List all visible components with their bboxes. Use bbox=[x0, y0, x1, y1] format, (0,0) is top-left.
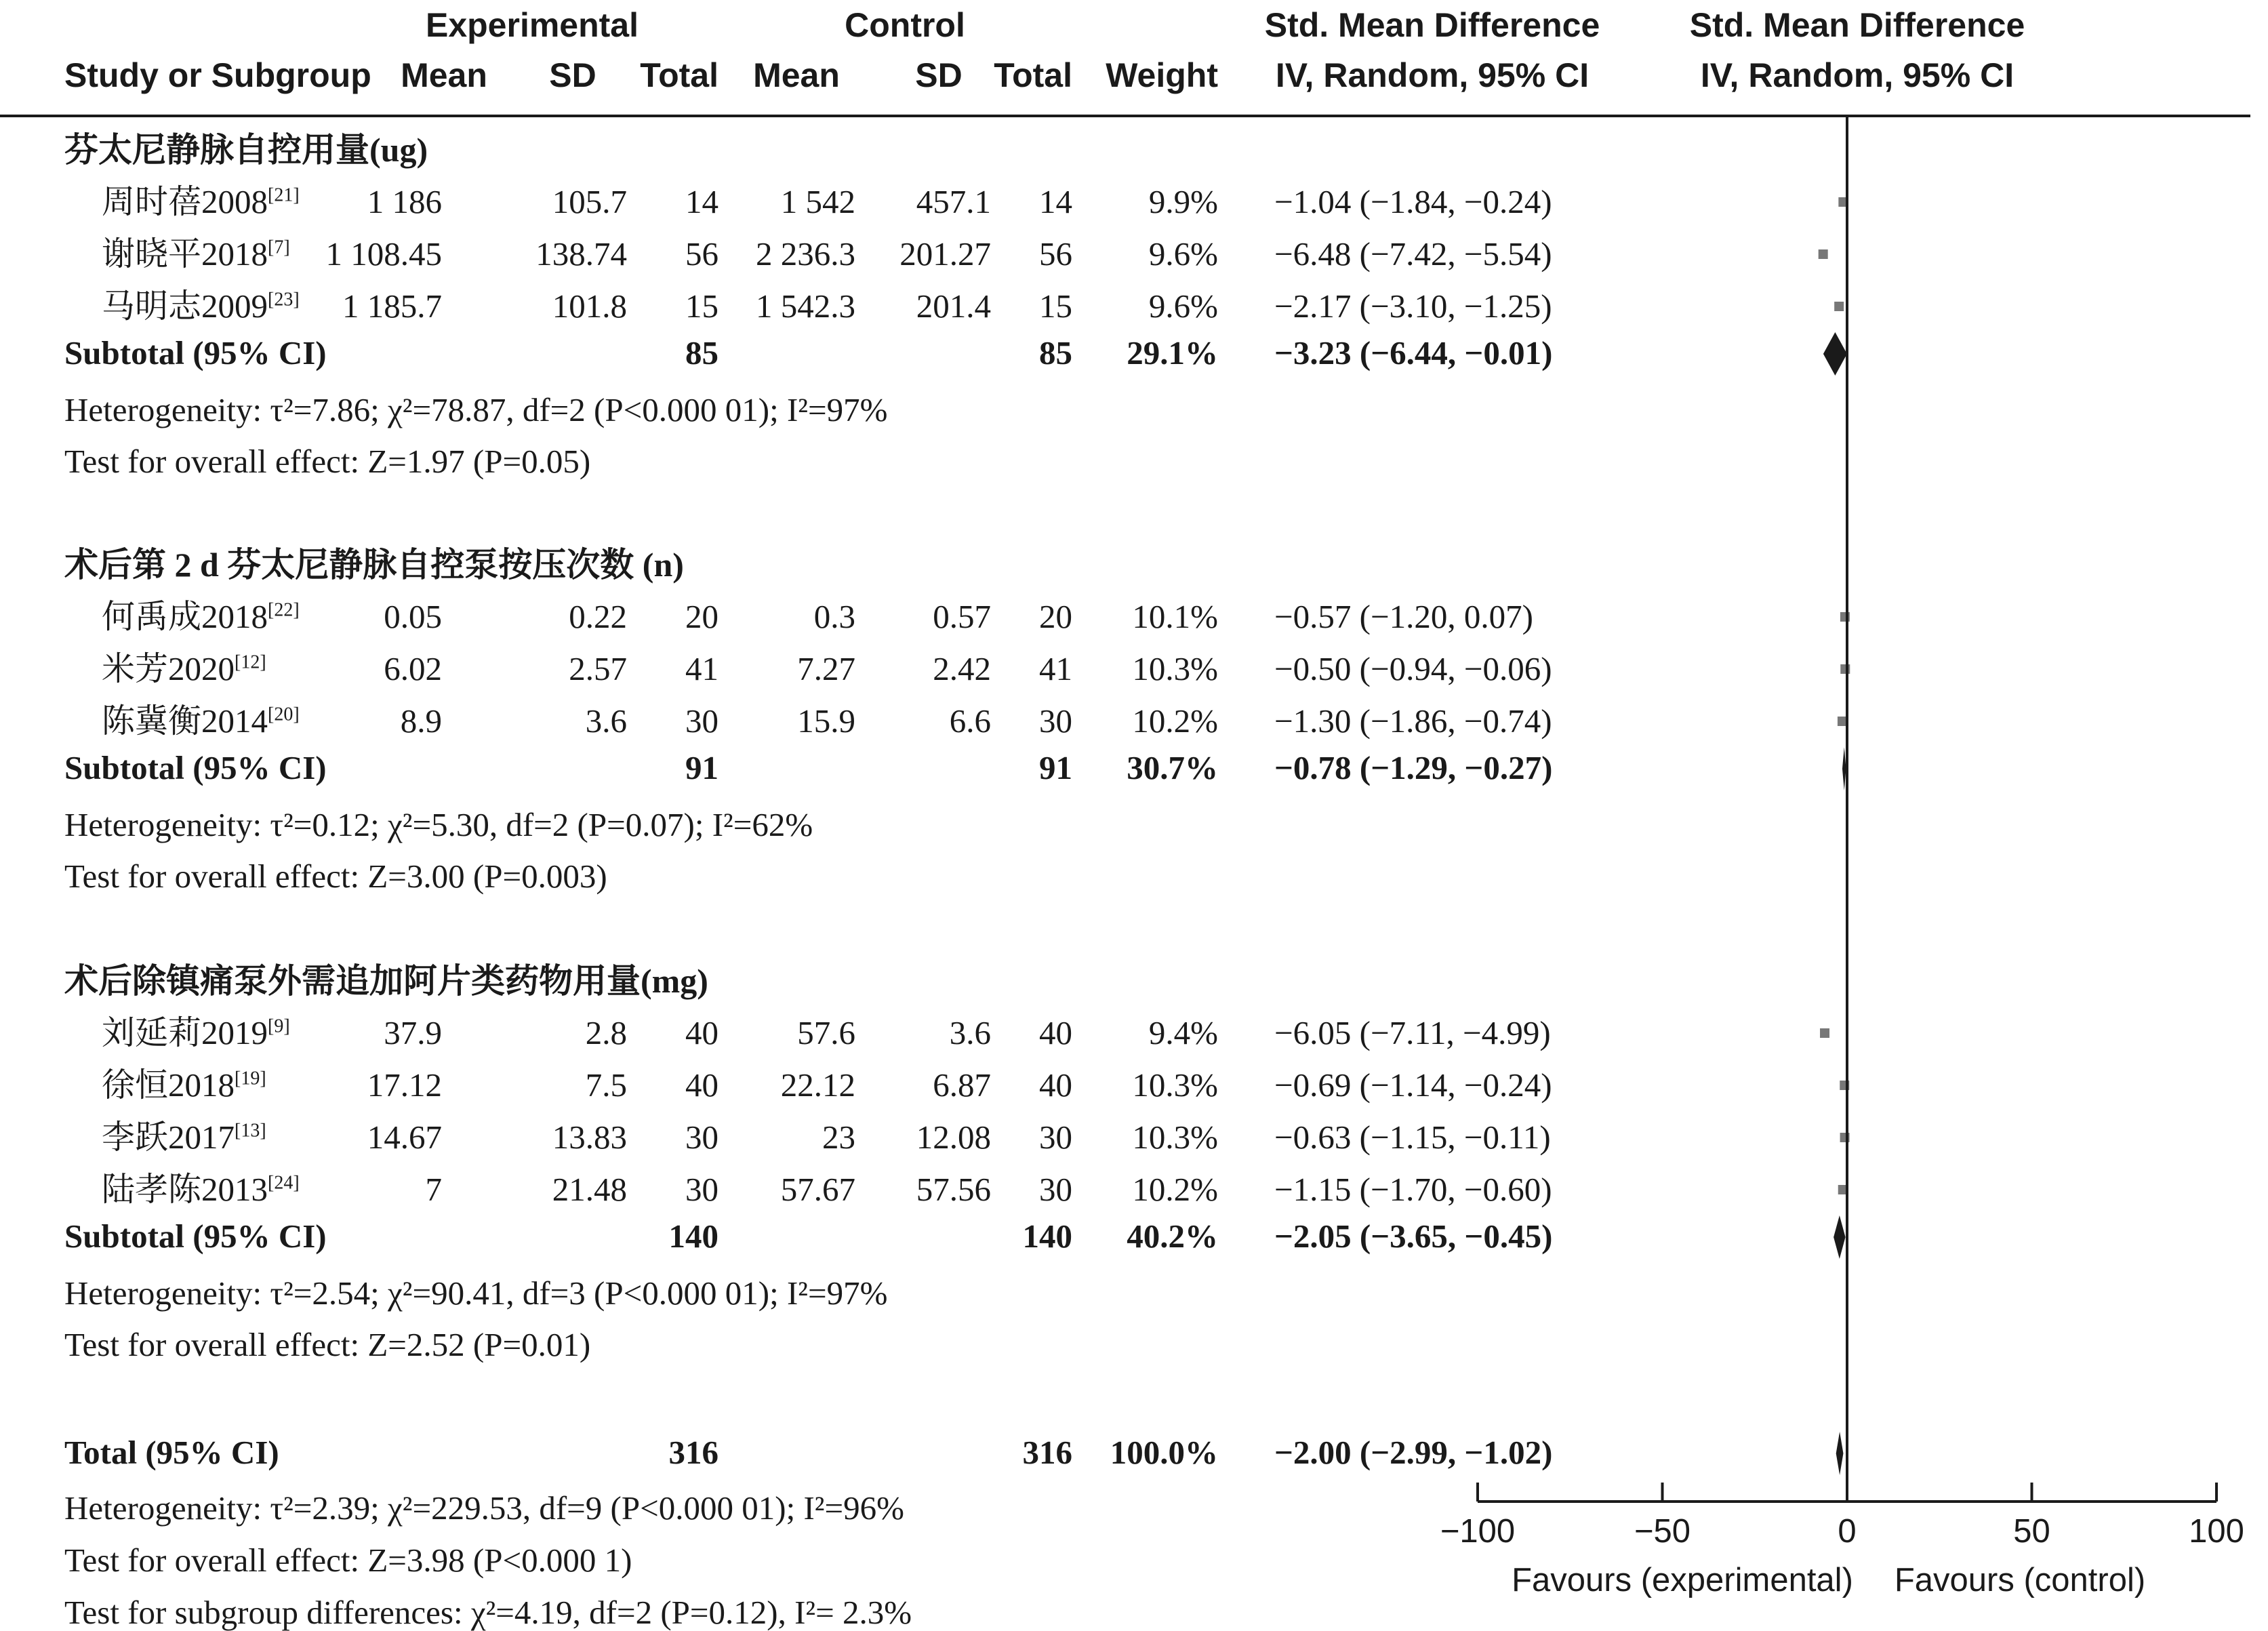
g3-study-2-c-total: 40 bbox=[1039, 1068, 1072, 1102]
g2-study-3-weight: 10.2% bbox=[1132, 704, 1218, 738]
g2-study-2-c-mean: 7.27 bbox=[797, 652, 855, 685]
g2-study-1-e-sd: 0.22 bbox=[569, 600, 627, 633]
g3-study-3-c-sd: 12.08 bbox=[916, 1121, 991, 1154]
study-reference: [21] bbox=[268, 185, 300, 206]
g3-overall-effect: Test for overall effect: Z=2.52 (P=0.01) bbox=[64, 1328, 590, 1361]
header-effect-sub: IV, Random, 95% CI bbox=[1161, 58, 1703, 92]
study-label: 马明志2009 bbox=[102, 287, 268, 325]
total-heterogeneity: Heterogeneity: τ²=2.39; χ²=229.53, df=9 (P<0.000 01); I²=96% bbox=[64, 1491, 904, 1525]
g2-study-1-c-total: 20 bbox=[1039, 600, 1072, 633]
study-label: 陈冀衡2014 bbox=[102, 702, 268, 740]
g1-study-2-ci: −6.48 (−7.42, −5.54) bbox=[1274, 237, 1552, 270]
g1-study-1-e-mean: 1 186 bbox=[367, 185, 442, 218]
g1-study-3-e-sd: 101.8 bbox=[552, 289, 627, 323]
g1-study-1-e-sd: 105.7 bbox=[552, 185, 627, 218]
g2-study-1-ci: −0.57 (−1.20, 0.07) bbox=[1274, 600, 1533, 633]
g1-subtotal-diamond bbox=[1823, 332, 1847, 376]
g2-study-2-c-total: 41 bbox=[1039, 652, 1072, 685]
study-label: 谢晓平2018 bbox=[102, 235, 268, 273]
x-tick-label-4: 50 bbox=[1761, 1515, 2268, 1548]
favours-control: Favours (control) bbox=[1749, 1564, 2268, 1597]
g3-study-2-c-mean: 22.12 bbox=[781, 1068, 855, 1102]
header-plot-col: Std. Mean Difference bbox=[1586, 8, 2128, 42]
g2-study-2-c-sd: 2.42 bbox=[933, 652, 991, 685]
g1-study-1-ci: −1.04 (−1.84, −0.24) bbox=[1274, 185, 1552, 218]
g2-study-3-c-mean: 15.9 bbox=[797, 704, 855, 738]
g2-study-3-e-total: 30 bbox=[685, 704, 718, 738]
g1-study-1-c-mean: 1 542 bbox=[781, 185, 855, 218]
g3-study-2-ci: −0.69 (−1.14, −0.24) bbox=[1274, 1068, 1552, 1102]
g2-study-1-e-mean: 0.05 bbox=[384, 600, 442, 633]
g1-subtotal-e-total: 85 bbox=[685, 336, 718, 369]
g1-study-2-e-mean: 1 108.45 bbox=[326, 237, 443, 270]
g1-subtotal-weight: 29.1% bbox=[1127, 336, 1218, 369]
total-overall-effect: Test for overall effect: Z=3.98 (P<0.000 1) bbox=[64, 1544, 632, 1577]
header-e-total: Total bbox=[640, 58, 718, 92]
header-experimental: Experimental bbox=[261, 8, 803, 42]
study-reference: [24] bbox=[268, 1173, 300, 1194]
g3-study-1-name bbox=[102, 1016, 290, 1049]
g3-subtotal-e-total: 140 bbox=[669, 1220, 719, 1253]
g1-subtotal-ci: −3.23 (−6.44, −0.01) bbox=[1274, 336, 1552, 369]
g1-study-3-c-sd: 201.4 bbox=[916, 289, 991, 323]
header-e-sd: SD bbox=[302, 58, 844, 92]
study-reference: [20] bbox=[268, 704, 300, 725]
study-label: 李跃2017 bbox=[102, 1119, 235, 1156]
total-label: Total (95% CI) bbox=[64, 1436, 279, 1469]
g1-heterogeneity: Heterogeneity: τ²=7.86; χ²=78.87, df=2 (P<0.000 01); I²=97% bbox=[64, 393, 887, 426]
g3-study-2-e-total: 40 bbox=[685, 1068, 718, 1102]
study-reference: [19] bbox=[235, 1068, 266, 1089]
g3-subtotal-ci: −2.05 (−3.65, −0.45) bbox=[1274, 1220, 1552, 1253]
g3-subtotal-c-total: 140 bbox=[1023, 1220, 1073, 1253]
g3-study-2-weight: 10.3% bbox=[1132, 1068, 1218, 1102]
g3-study-1-c-sd: 3.6 bbox=[950, 1016, 991, 1049]
g1-study-2-marker bbox=[1819, 249, 1828, 259]
g2-study-2-e-total: 41 bbox=[685, 652, 718, 685]
g3-study-1-e-sd: 2.8 bbox=[586, 1016, 627, 1049]
g3-heterogeneity: Heterogeneity: τ²=2.54; χ²=90.41, df=3 (P<0.000 01); I²=97% bbox=[64, 1276, 887, 1310]
total-c-total: 316 bbox=[1023, 1436, 1073, 1469]
g1-study-3-c-mean: 1 542.3 bbox=[756, 289, 855, 323]
g2-subtotal-diamond bbox=[1842, 747, 1846, 790]
g1-study-1-c-total: 14 bbox=[1039, 185, 1072, 218]
g2-study-3-e-mean: 8.9 bbox=[401, 704, 442, 738]
g3-subtotal-label: Subtotal (95% CI) bbox=[64, 1220, 327, 1253]
x-tick-label-1: −100 bbox=[1207, 1515, 1749, 1548]
g1-study-2-c-mean: 2 236.3 bbox=[756, 237, 855, 270]
g1-study-3-e-mean: 1 185.7 bbox=[342, 289, 442, 323]
g1-study-1-e-total: 14 bbox=[685, 185, 718, 218]
g1-subtotal-label: Subtotal (95% CI) bbox=[64, 336, 327, 369]
g2-subtotal-c-total: 91 bbox=[1039, 751, 1072, 784]
g3-study-4-e-sd: 21.48 bbox=[552, 1173, 627, 1206]
g2-study-2-e-sd: 2.57 bbox=[569, 652, 627, 685]
g1-overall-effect: Test for overall effect: Z=1.97 (P=0.05) bbox=[64, 445, 590, 478]
g3-study-1-c-total: 40 bbox=[1039, 1016, 1072, 1049]
header-study: Study or Subgroup bbox=[64, 58, 371, 92]
g2-study-1-c-sd: 0.57 bbox=[933, 600, 991, 633]
x-tick-label-3: 0 bbox=[1576, 1515, 2118, 1548]
g2-subtotal-ci: −0.78 (−1.29, −0.27) bbox=[1274, 751, 1552, 784]
study-label: 刘延莉2019 bbox=[102, 1014, 268, 1051]
study-label: 周时蓓2008 bbox=[102, 183, 268, 220]
study-label: 陆孝陈2013 bbox=[102, 1171, 268, 1208]
g2-subtotal-e-total: 91 bbox=[685, 751, 718, 784]
g2-study-3-c-total: 30 bbox=[1039, 704, 1072, 738]
study-reference: [23] bbox=[268, 289, 300, 310]
g3-study-4-e-mean: 7 bbox=[426, 1173, 443, 1206]
g2-study-2-weight: 10.3% bbox=[1132, 652, 1218, 685]
study-reference: [7] bbox=[268, 237, 290, 258]
g1-study-2-e-sd: 138.74 bbox=[535, 237, 627, 270]
header-effect-col: Std. Mean Difference bbox=[1161, 8, 1703, 42]
g3-study-4-name bbox=[102, 1173, 300, 1206]
g1-study-3-marker bbox=[1834, 302, 1844, 311]
g3-study-3-e-mean: 14.67 bbox=[367, 1121, 442, 1154]
total-ci: −2.00 (−2.99, −1.02) bbox=[1274, 1436, 1552, 1469]
g2-study-3-marker bbox=[1838, 717, 1847, 726]
header-c-total: Total bbox=[994, 58, 1072, 92]
g2-study-1-name bbox=[102, 600, 300, 633]
study-reference: [22] bbox=[268, 600, 300, 621]
g3-study-3-e-total: 30 bbox=[685, 1121, 718, 1154]
header-control: Control bbox=[634, 8, 1176, 42]
g1-study-2-c-total: 56 bbox=[1039, 237, 1072, 270]
g1-study-1-name bbox=[102, 185, 300, 218]
g3-study-3-c-mean: 23 bbox=[822, 1121, 855, 1154]
header-plot-sub: IV, Random, 95% CI bbox=[1586, 58, 2128, 92]
g2-study-1-c-mean: 0.3 bbox=[814, 600, 855, 633]
x-tick-label-2: −50 bbox=[1392, 1515, 1934, 1548]
g1-study-3-ci: −2.17 (−3.10, −1.25) bbox=[1274, 289, 1552, 323]
study-reference: [12] bbox=[235, 652, 266, 673]
total-weight: 100.0% bbox=[1110, 1436, 1218, 1469]
g2-subtotal-weight: 30.7% bbox=[1127, 751, 1218, 784]
group-title-2: 术后第 2 d 芬太尼静脉自控泵按压次数 (n) bbox=[64, 548, 684, 582]
g3-study-1-marker bbox=[1820, 1028, 1829, 1038]
study-reference: [9] bbox=[268, 1016, 290, 1037]
g3-study-4-weight: 10.2% bbox=[1132, 1173, 1218, 1206]
x-tick-label-5: 100 bbox=[1945, 1515, 2268, 1548]
g2-heterogeneity: Heterogeneity: τ²=0.12; χ²=5.30, df=2 (P=0.07); I²=62% bbox=[64, 808, 813, 841]
g2-study-2-marker bbox=[1840, 664, 1850, 674]
g3-study-1-e-mean: 37.9 bbox=[384, 1016, 442, 1049]
total-e-total: 316 bbox=[669, 1436, 719, 1469]
g1-study-2-c-sd: 201.27 bbox=[899, 237, 991, 270]
header-c-sd: SD bbox=[668, 58, 1210, 92]
g2-subtotal-label: Subtotal (95% CI) bbox=[64, 751, 327, 784]
g1-study-1-c-sd: 457.1 bbox=[916, 185, 991, 218]
g2-study-3-c-sd: 6.6 bbox=[950, 704, 991, 738]
favours-experimental: Favours (experimental) bbox=[1411, 1564, 1953, 1597]
g3-study-1-e-total: 40 bbox=[685, 1016, 718, 1049]
g2-overall-effect: Test for overall effect: Z=3.00 (P=0.003) bbox=[64, 860, 607, 893]
g3-study-3-name bbox=[102, 1121, 266, 1154]
g3-study-3-ci: −0.63 (−1.15, −0.11) bbox=[1274, 1121, 1551, 1154]
g3-study-3-e-sd: 13.83 bbox=[552, 1121, 627, 1154]
g2-study-1-weight: 10.1% bbox=[1132, 600, 1218, 633]
g1-study-2-weight: 9.6% bbox=[1149, 237, 1218, 270]
g3-study-4-c-mean: 57.67 bbox=[781, 1173, 855, 1206]
study-label: 何禹成2018 bbox=[102, 598, 268, 635]
header-weight: Weight bbox=[1106, 58, 1218, 92]
g3-study-2-e-mean: 17.12 bbox=[367, 1068, 442, 1102]
g3-subtotal-weight: 40.2% bbox=[1127, 1220, 1218, 1253]
header-e-mean: Mean bbox=[173, 58, 715, 92]
g2-study-2-ci: −0.50 (−0.94, −0.06) bbox=[1274, 652, 1552, 685]
g2-study-3-e-sd: 3.6 bbox=[586, 704, 627, 738]
g2-study-3-name bbox=[102, 704, 300, 738]
study-label: 米芳2020 bbox=[102, 650, 235, 687]
g2-study-3-ci: −1.30 (−1.86, −0.74) bbox=[1274, 704, 1552, 738]
g1-study-2-e-total: 56 bbox=[685, 237, 718, 270]
g3-study-3-c-total: 30 bbox=[1039, 1121, 1072, 1154]
g1-study-3-c-total: 15 bbox=[1039, 289, 1072, 323]
g3-study-1-ci: −6.05 (−7.11, −4.99) bbox=[1274, 1016, 1551, 1049]
study-reference: [13] bbox=[235, 1121, 266, 1142]
g3-study-2-e-sd: 7.5 bbox=[586, 1068, 627, 1102]
g3-study-4-e-total: 30 bbox=[685, 1173, 718, 1206]
g1-study-3-weight: 9.6% bbox=[1149, 289, 1218, 323]
group-title-3: 术后除镇痛泵外需追加阿片类药物用量(mg) bbox=[64, 964, 708, 998]
g2-study-2-e-mean: 6.02 bbox=[384, 652, 442, 685]
g3-study-3-weight: 10.3% bbox=[1132, 1121, 1218, 1154]
g1-study-2-name bbox=[102, 237, 290, 270]
g3-study-4-c-total: 30 bbox=[1039, 1173, 1072, 1206]
g1-study-1-weight: 9.9% bbox=[1149, 185, 1218, 218]
g2-study-2-name bbox=[102, 652, 266, 685]
g3-study-1-c-mean: 57.6 bbox=[797, 1016, 855, 1049]
g3-study-4-ci: −1.15 (−1.70, −0.60) bbox=[1274, 1173, 1552, 1206]
g1-study-3-e-total: 15 bbox=[685, 289, 718, 323]
g3-study-1-weight: 9.4% bbox=[1149, 1016, 1218, 1049]
group-title-1: 芬太尼静脉自控用量(ug) bbox=[64, 133, 428, 167]
g3-study-2-c-sd: 6.87 bbox=[933, 1068, 991, 1102]
g3-study-4-c-sd: 57.56 bbox=[916, 1173, 991, 1206]
g2-study-1-e-total: 20 bbox=[685, 600, 718, 633]
total-diamond bbox=[1836, 1432, 1844, 1475]
header-c-mean: Mean bbox=[525, 58, 1068, 92]
g1-study-3-name bbox=[102, 289, 300, 323]
g1-subtotal-c-total: 85 bbox=[1039, 336, 1072, 369]
g3-subtotal-diamond bbox=[1834, 1215, 1845, 1259]
subgroup-differences: Test for subgroup differences: χ²=4.19, df=2 (P=0.12), I²= 2.3% bbox=[64, 1596, 912, 1629]
g3-study-2-name bbox=[102, 1068, 266, 1102]
study-label: 徐恒2018 bbox=[102, 1066, 235, 1104]
